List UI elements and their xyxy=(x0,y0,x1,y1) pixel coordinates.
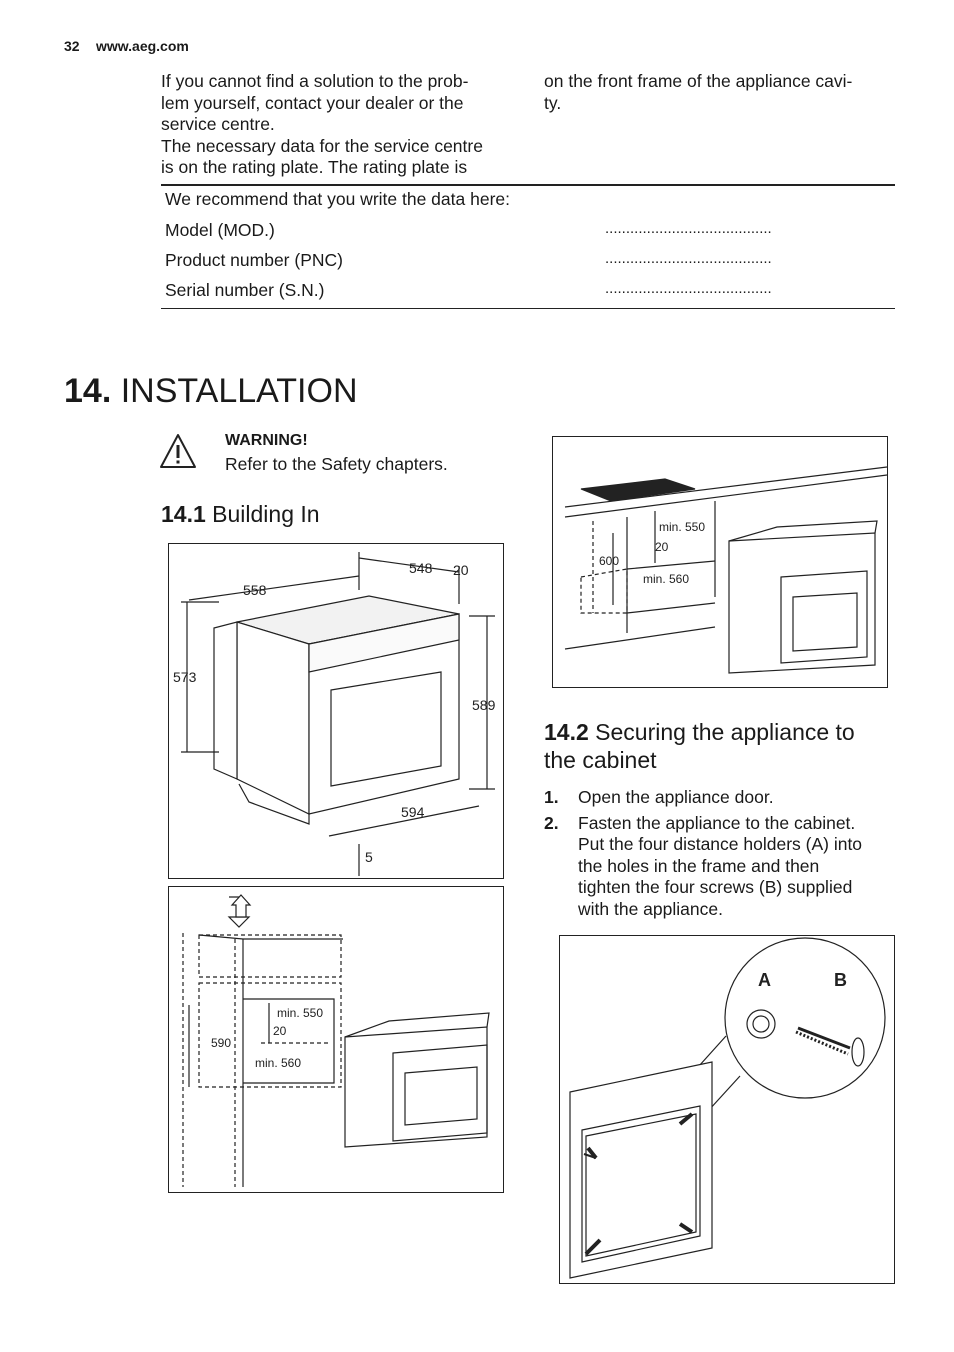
oven-dimensions-figure xyxy=(168,543,504,879)
section-title xyxy=(64,372,358,411)
dimension-label: 573 xyxy=(173,669,197,685)
table-row-value: ........................................ xyxy=(605,280,772,297)
dimension-label: min. 550 xyxy=(659,520,706,534)
step-text: with the appliance. xyxy=(578,898,723,919)
dimension-label: min. 560 xyxy=(255,1056,302,1070)
steps-list xyxy=(544,787,904,924)
table-top-rule xyxy=(161,184,895,186)
dimension-label: 548 xyxy=(409,560,433,576)
table-row-value: ........................................ xyxy=(605,250,772,267)
warning-icon xyxy=(158,432,198,470)
step-text: the holes in the frame and then xyxy=(578,855,820,876)
dimension-label: 590 xyxy=(211,1036,232,1050)
step-text: Fasten the appliance to the cabinet. xyxy=(578,812,856,833)
warning-title: WARNING! xyxy=(225,432,308,449)
intro-line: service centre. xyxy=(161,114,275,134)
section-number: 14. xyxy=(64,372,112,410)
dimension-label: 20 xyxy=(655,540,669,554)
subsection-number: 14.2 xyxy=(544,719,589,745)
step-number: 2. xyxy=(544,812,559,833)
dimension-label: 558 xyxy=(243,582,267,598)
dimension-label: min. 560 xyxy=(643,572,690,586)
list-item xyxy=(544,787,904,809)
table-row-value: ........................................ xyxy=(605,220,772,237)
website-link[interactable]: www.aeg.com xyxy=(96,38,189,54)
section-title-text: INSTALLATION xyxy=(120,372,358,410)
intro-line: ty. xyxy=(544,92,562,113)
table-row-label: Model (MOD.) xyxy=(165,220,275,240)
intro-column-left xyxy=(161,71,531,179)
step-text: Open the appliance door. xyxy=(578,787,774,807)
subsection-title-text: Building In xyxy=(212,501,320,527)
intro-line: is on the rating plate. The rating plate is xyxy=(161,157,468,177)
dimension-label: 589 xyxy=(472,697,496,713)
intro-line: The necessary data for the service centre xyxy=(161,135,483,156)
subsection-title-text: Securing the appliance to xyxy=(595,719,855,745)
screw-fixing-figure xyxy=(559,935,895,1284)
dimension-label: min. 550 xyxy=(277,1006,324,1020)
intro-line: on the front frame of the appliance cavi- xyxy=(544,71,853,91)
dimension-label: 5 xyxy=(365,849,373,865)
dimension-label: 594 xyxy=(401,804,425,820)
intro-line: lem yourself, contact your dealer or the xyxy=(161,92,464,113)
dimension-label: 20 xyxy=(453,562,469,578)
table-bottom-rule xyxy=(161,308,895,309)
tall-cabinet-figure xyxy=(168,886,504,1193)
table-row-label: Product number (PNC) xyxy=(165,250,343,270)
subsection-title xyxy=(161,500,320,528)
intro-column-right xyxy=(544,71,904,114)
warning-text: Refer to the Safety chapters. xyxy=(225,454,448,474)
table-heading: We recommend that you write the data here: xyxy=(165,189,510,209)
subsection-title-text: the cabinet xyxy=(544,747,657,773)
step-text: Put the four distance holders (A) into xyxy=(578,834,863,854)
table-row-label: Serial number (S.N.) xyxy=(165,280,325,300)
step-text: tighten the four screws (B) supplied xyxy=(578,877,853,897)
dimension-label: 600 xyxy=(599,554,620,568)
dimension-label: 20 xyxy=(273,1024,287,1038)
step-number: 1. xyxy=(544,787,559,807)
intro-line: If you cannot find a solution to the prob- xyxy=(161,71,469,91)
list-item xyxy=(544,813,904,921)
part-label-a: A xyxy=(758,970,771,990)
subsection-number: 14.1 xyxy=(161,501,206,527)
subsection-title xyxy=(544,718,855,774)
part-label-b: B xyxy=(834,970,847,990)
under-counter-figure xyxy=(552,436,888,688)
page-number: 32 xyxy=(64,38,80,54)
